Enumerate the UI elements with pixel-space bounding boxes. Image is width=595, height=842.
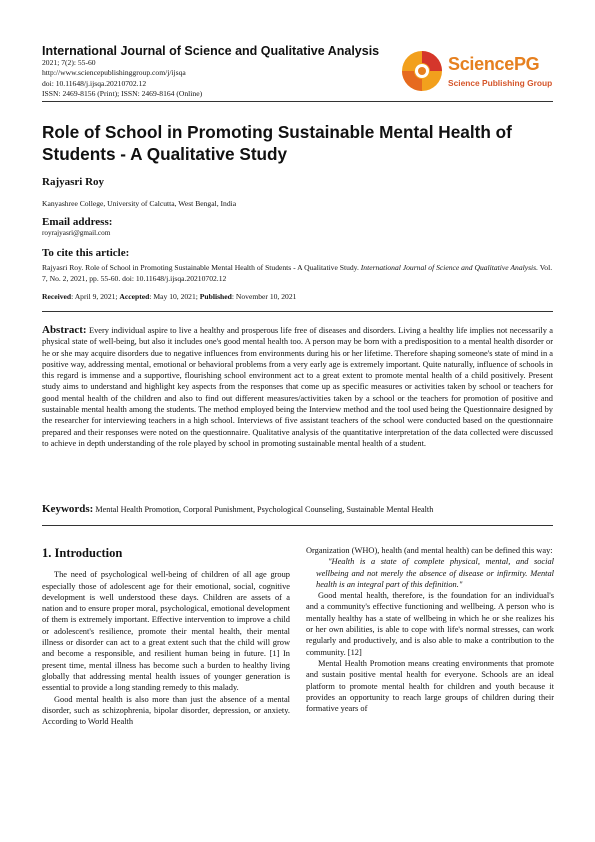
citation-plain: Rajyasri Roy. Role of School in Promoting Sustainable Mental Health of Students - A Qualitative Study. — [42, 263, 359, 272]
citation-rest: Vol. 7, No. 2, 2021, pp. 55-60. doi: 10.11648/j.ijsqa.20210702.12 — [42, 263, 553, 283]
citation-journal: International Journal of Science and Qualitative Analysis. — [360, 263, 539, 272]
meta-issn: ISSN: 2469-8156 (Print); ISSN: 2469-8164 (Online) — [42, 88, 203, 98]
section-heading: 1. Introduction — [42, 546, 123, 560]
who-quote: "Health is a state of complete physical, mental, and social wellbeing and not merely the absence of disease or infirmity. Mental health is an integral part of this definition." — [316, 557, 554, 589]
paragraph: The need of psychological well-being of children of all age group especially those of adolescent age for their emotional, social, cognitive development is well understood these days. Children are assets of a nation and to ensure proper moral, psychological, emotional development of them is extremely important. Effective intervention to improve a child or adolescent's resilience, promote their mental health, their mental illness or disorder can act to a great extent such that the child will grow and become a responsible, and resilient human being in future. [1] In present time, mental illness has become such a burden to healthy living globally that addressing mental health issues of younger generation is essential to provide a long standing remedy to this malady. — [42, 570, 290, 693]
paragraph: Good mental health, therefore, is the foundation for an individual's and a community's effective functioning and wellbeing. A person who is mentally healthy has a state of wellbeing in which he or she realizes his or her own abilities, is able to cope with life's normal stresses, can work regularly and productively, and is also able to make a contribution to the community. [12] — [306, 591, 554, 657]
paper-title: Role of School in Promoting Sustainable Mental Health of Students - A Qualitative Study — [42, 122, 512, 164]
body-left-column — [42, 548, 290, 727]
citation — [42, 262, 554, 284]
keywords-label: Keywords: — [42, 503, 94, 515]
paragraph: Good mental health is also more than just the absence of a mental disorder, such as schizophrenia, bipolar disorder, depression, or anxiety. According to World Health — [42, 694, 290, 727]
paragraph: Organization (WHO), health (and mental health) can be defined this way: — [306, 546, 553, 555]
journal-meta — [42, 58, 202, 99]
keywords — [42, 503, 553, 515]
paragraph: Mental Health Promotion means creating environments that promote and sustain positive mental health for everyone. Schools are an ideal platform to promote mental health for children and youth because it provides an opportunity to reach large groups of children during their formative years of — [306, 658, 554, 714]
abstract-top-divider — [42, 311, 553, 312]
logo-subtitle: Science Publishing Group — [448, 78, 553, 88]
author-affiliation: Kanyashree College, University of Calcutta, West Bengal, India — [42, 199, 237, 208]
journal-title: International Journal of Science and Qualitative Analysis — [42, 44, 380, 58]
accepted-date: : May 10, 2021; — [149, 292, 200, 301]
received-label: Received — [42, 292, 72, 301]
logo-name: SciencePG — [448, 54, 540, 74]
published-label: Published — [199, 292, 232, 301]
received-date: : April 9, 2021; — [71, 292, 120, 301]
published-date: : November 10, 2021 — [231, 292, 297, 301]
author-name: Rajyasri Roy — [42, 176, 105, 188]
abstract-label: Abstract: — [42, 324, 87, 336]
publisher-logo — [398, 48, 558, 94]
header-divider — [42, 101, 553, 102]
accepted-label: Accepted — [119, 292, 150, 301]
email-address[interactable]: royrajyasri@gmail.com — [42, 229, 111, 237]
meta-doi: doi: 10.11648/j.ijsqa.20210702.12 — [42, 78, 147, 88]
cite-label: To cite this article: — [42, 247, 130, 259]
email-label: Email address: — [42, 216, 113, 228]
keywords-text: Mental Health Promotion, Corporal Punishment, Psychological Counseling, Sustainable Mental Health — [95, 505, 434, 514]
meta-url[interactable]: http://www.sciencepublishinggroup.com/j/ijsqa — [42, 68, 186, 78]
abstract-text: Every individual aspire to live a healthy and prosperous life free of diseases and disorders. Living a healthy life implies not necessarily a physical state of well-being, but also it includes one's good mental health too. A person may be born with a predisposition to a mental health disorder or he or she may acquire disorders due to negative influences from environments during his or her lifetime. Therefore shaping someone's state of mind in a positive way, addressing mental, emotional or behavioral problems from a very early age is extremely important. Quite naturally, influence of schools in this regard is immense and a supportive, flourishing school environment act to a great extent to promote mental health of a child positively. Present study aims to understand and highlight key aspects from the responses that come up as specific measures or activities taken by school or teachers for good mental health of the children and also to find out different measures/activities taken by a school or the teachers for promotion of positive and sustainable mental health among the students. The method employed being the Interview method and the tool used being the Questionnaire designed by the researcher for interviewing teachers in a high school. Interviews of five assistant teachers of the school were conducted based on the questionnaire prepared and their responses were noted on the questionnaire. Qualitative analysis of the quantitative interpretation of the data collected were discussed to achieve in depth understanding of the role played by school in promoting sustainable mental health of a student. — [42, 326, 553, 448]
abstract-bottom-divider — [42, 525, 553, 526]
article-dates — [42, 292, 296, 301]
logo-swirl-icon — [400, 49, 444, 93]
body-right-column — [306, 545, 554, 714]
abstract — [42, 325, 553, 449]
meta-volume: 2021; 7(2): 55-60 — [42, 58, 96, 67]
